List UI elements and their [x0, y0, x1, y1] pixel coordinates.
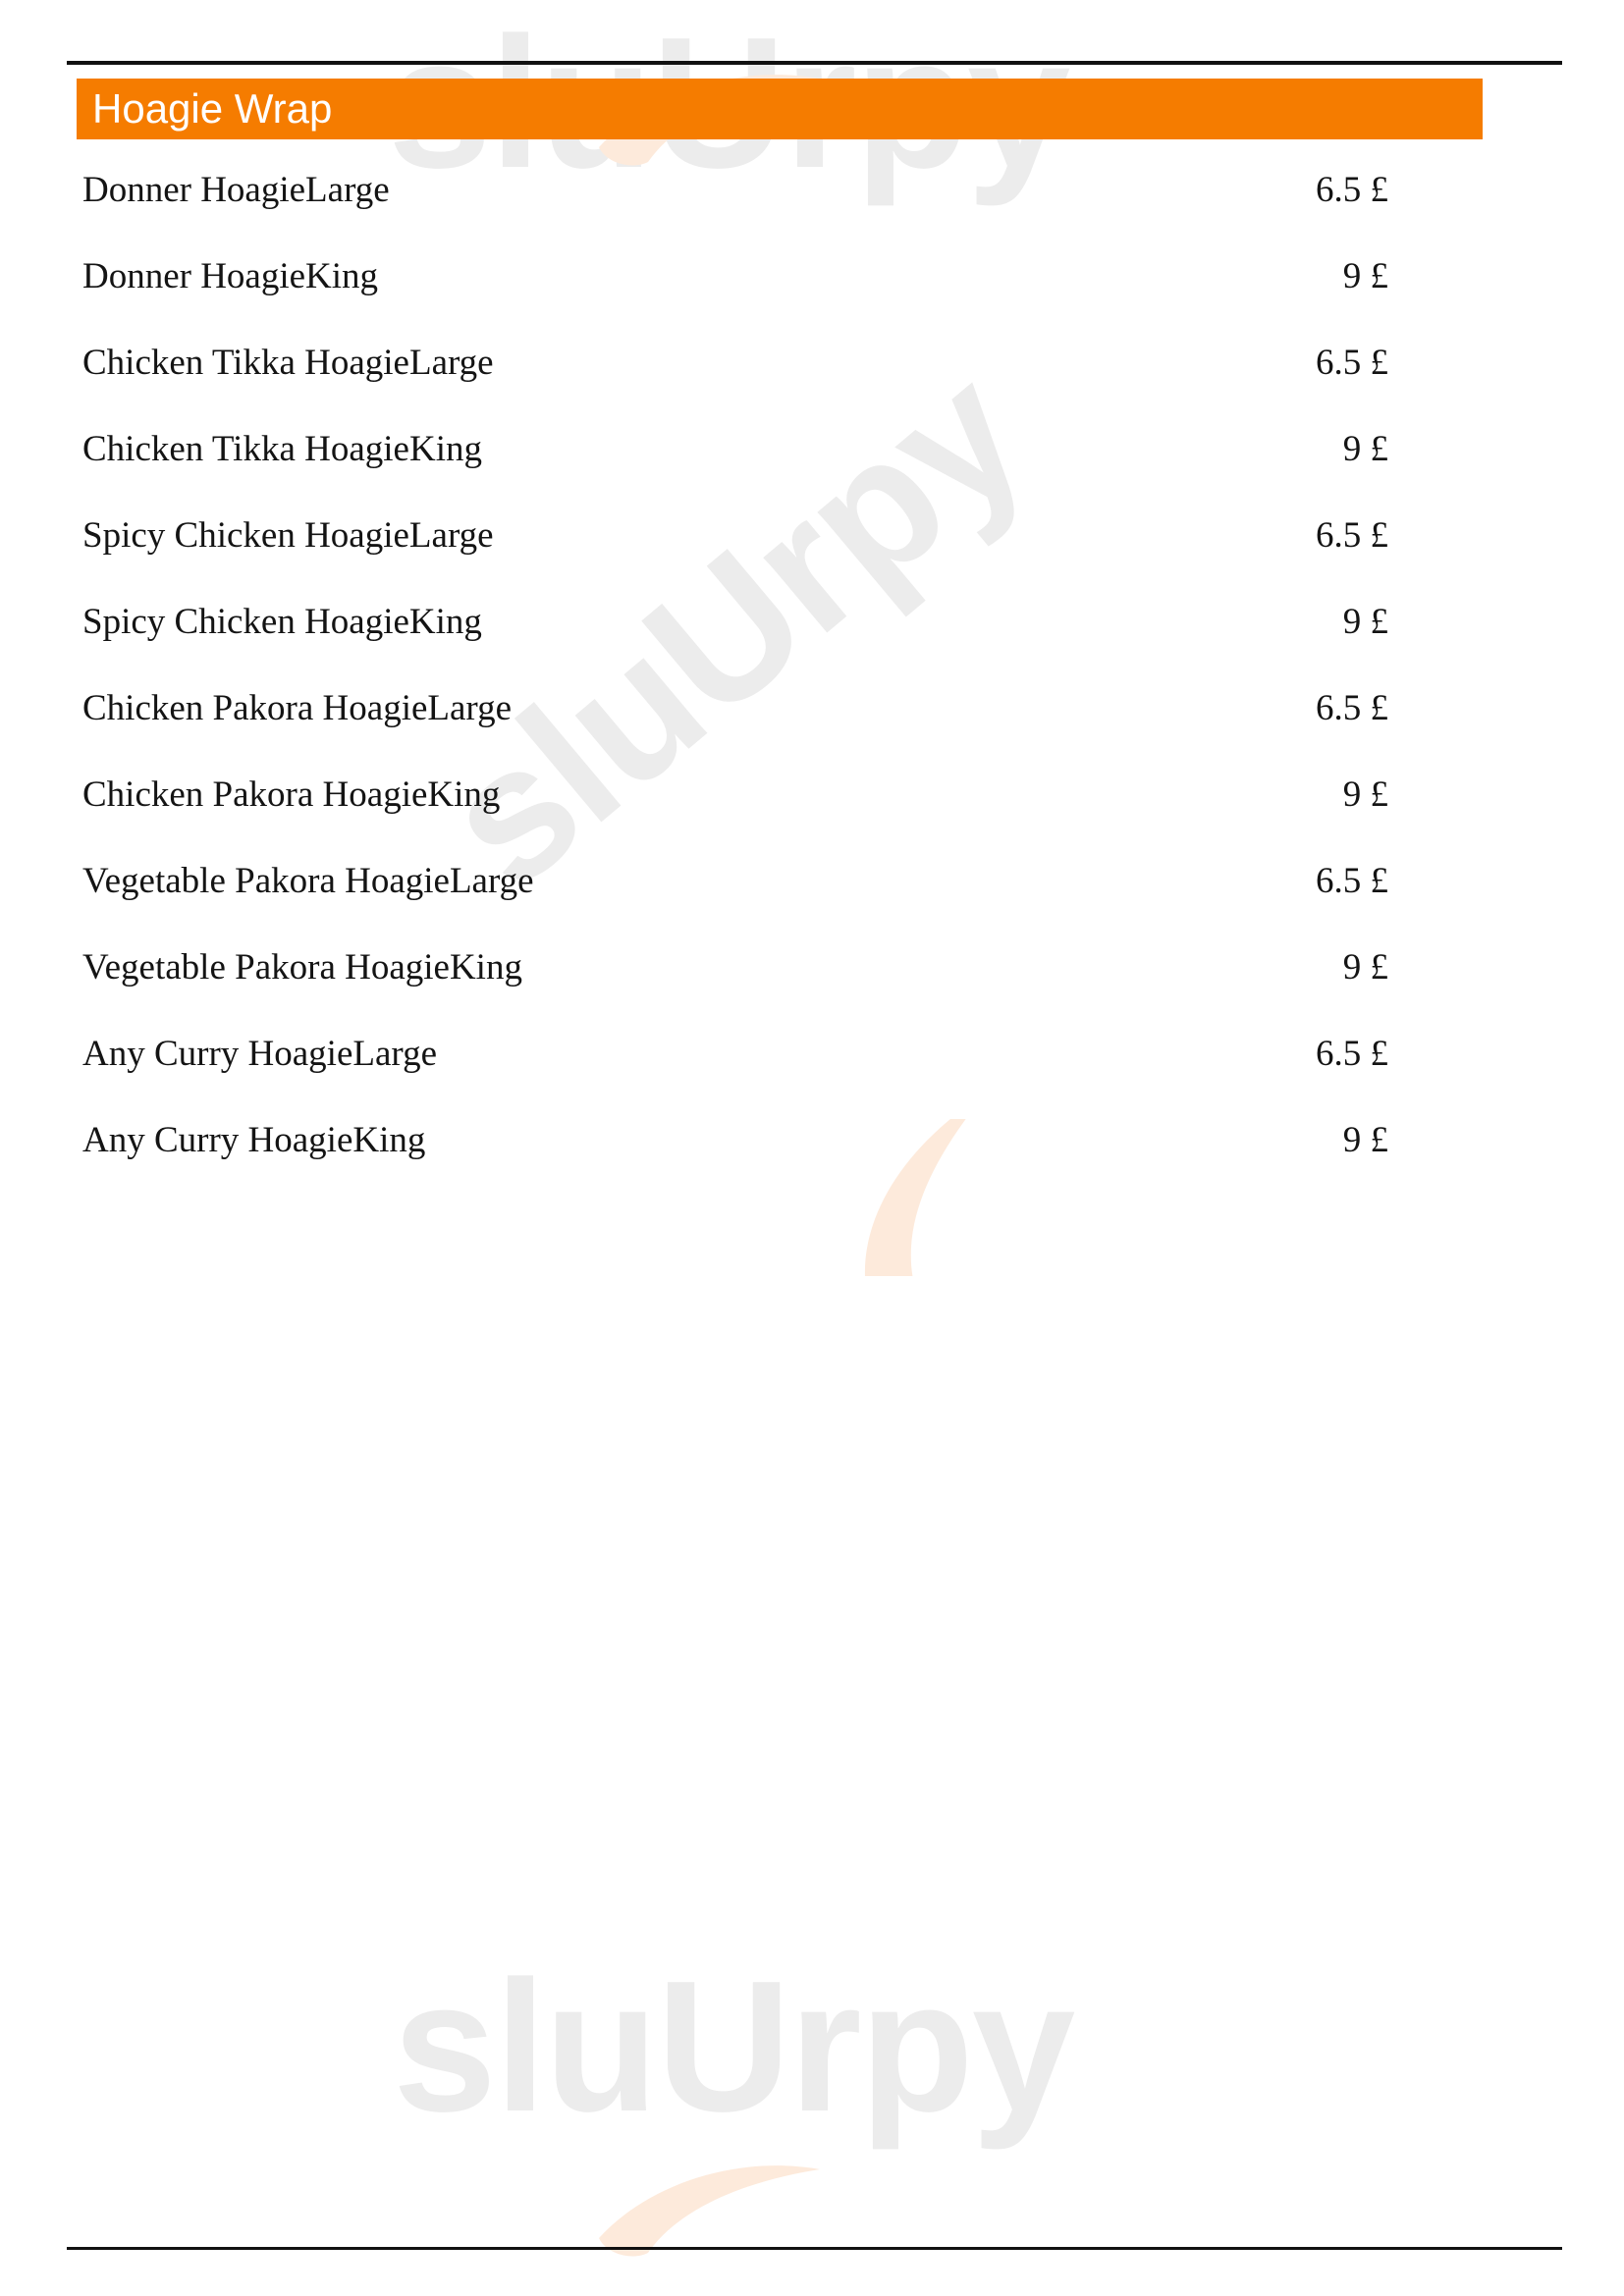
menu-item-row — [82, 774, 1388, 860]
menu-item-name: Spicy Chicken HoagieLarge — [82, 515, 494, 556]
watermark-swoosh-bottom — [589, 2145, 844, 2263]
menu-item-name: Donner HoagieLarge — [82, 170, 390, 210]
menu-item-name: Vegetable Pakora HoagieLarge — [82, 861, 534, 901]
menu-item-name: Any Curry HoagieKing — [82, 1120, 426, 1160]
menu-item-price: 6.5 £ — [1316, 1034, 1388, 1074]
menu-item-name: Chicken Pakora HoagieKing — [82, 774, 501, 815]
menu-item-row — [82, 342, 1388, 428]
menu-item-name: Any Curry HoagieLarge — [82, 1034, 437, 1074]
menu-item-price: 6.5 £ — [1316, 688, 1388, 728]
menu-item-row — [82, 687, 1388, 774]
menu-item-price: 6.5 £ — [1316, 515, 1388, 556]
menu-item-row — [82, 1033, 1388, 1119]
menu-item-name: Chicken Tikka HoagieKing — [82, 429, 482, 469]
menu-item-row — [82, 255, 1388, 342]
menu-item-price: 6.5 £ — [1316, 170, 1388, 210]
menu-item-price: 9 £ — [1342, 947, 1388, 988]
menu-item-price: 6.5 £ — [1316, 343, 1388, 383]
menu-item-row — [82, 169, 1388, 255]
menu-item-price: 9 £ — [1342, 774, 1388, 815]
page-top-divider — [67, 61, 1562, 65]
menu-item-name: Chicken Tikka HoagieLarge — [82, 343, 494, 383]
menu-item-row — [82, 860, 1388, 946]
menu-item-name: Chicken Pakora HoagieLarge — [82, 688, 512, 728]
menu-item-row — [82, 601, 1388, 687]
menu-item-price: 9 £ — [1342, 1120, 1388, 1160]
menu-item-list — [82, 169, 1388, 1205]
section-header — [77, 79, 1483, 139]
menu-item-row — [82, 946, 1388, 1033]
menu-item-row — [82, 428, 1388, 514]
menu-item-name: Spicy Chicken HoagieKing — [82, 602, 482, 642]
menu-item-name: Donner HoagieKing — [82, 256, 379, 296]
watermark-bottom: sluUrpy — [393, 1943, 1074, 2151]
page-bottom-divider — [67, 2247, 1562, 2250]
menu-item-price: 9 £ — [1342, 602, 1388, 642]
menu-item-price: 9 £ — [1342, 256, 1388, 296]
watermark-middle: sluUrpy — [405, 329, 1061, 927]
menu-item-price: 6.5 £ — [1316, 861, 1388, 901]
menu-item-name: Vegetable Pakora HoagieKing — [82, 947, 522, 988]
section-title: Hoagie Wrap — [92, 85, 333, 132]
menu-item-price: 9 £ — [1342, 429, 1388, 469]
menu-item-row — [82, 514, 1388, 601]
menu-item-row — [82, 1119, 1388, 1205]
